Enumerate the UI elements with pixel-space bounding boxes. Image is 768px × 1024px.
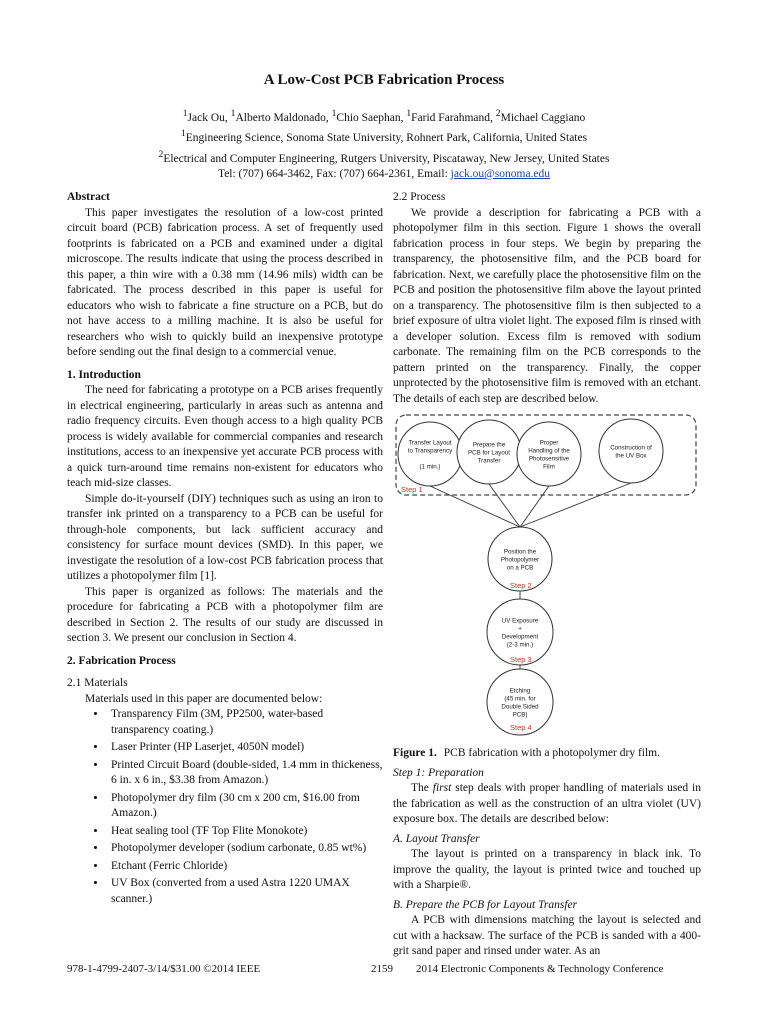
- list-item: • Photopolymer dry film (30 cm x 200 cm, $16.00 from Amazon.): [107, 791, 383, 822]
- process-node-label: Construction of: [610, 444, 652, 452]
- process-node-label: Transfer: [477, 457, 501, 465]
- process-node-label: Handling of the: [528, 447, 570, 455]
- process-node-label: Etching: [509, 687, 531, 695]
- process-node-label: Photopolymer: [500, 556, 540, 564]
- process-node-label: Prepare the: [472, 441, 506, 449]
- affiliation-2: $^2$Electrical and Computer Engineering, Rutgers University, Piscataway, New Jersey, United States: [158, 148, 610, 165]
- process-node-label: (2-3 min.): [506, 641, 534, 649]
- footer-conference: 2014 Electronic Components & Technology Conference: [416, 963, 664, 975]
- contact-line: Tel: (707) 664-3462, Fax: (707) 664-2361, Email: jack.ou@sonoma.edu: [217, 167, 551, 180]
- process-node-label: Position the: [503, 548, 537, 556]
- process-node-label: PCB for Layout: [468, 449, 510, 457]
- section-b-heading: B. Prepare the PCB for Layout Transfer: [393, 898, 578, 911]
- intro-heading: 1. Introduction: [67, 368, 141, 381]
- step-label: Step 4: [510, 723, 532, 732]
- process-node-label: on a PCB: [506, 564, 534, 572]
- materials-list: [67, 707, 383, 907]
- section-a-text: The layout is printed on a transparency in black ink. To improve the quality, the layout is printed twice and touched up with a Sharpie®.: [393, 848, 701, 891]
- intro-paragraph-1: The need for fabricating a prototype on a PCB arises frequently in electrical engineering, particularly in areas such as antenna and radio frequency circuits. Even though access to a high quality PCB process is widely available for commercial companies and research institutions, access to an inexpensive yet accurate PCB process with a quick turn-around time remains non-existent for educators who teach mid-size classes.: [67, 384, 383, 489]
- list-item: • Heat sealing tool (TF Top Flite Monokote): [107, 824, 383, 840]
- process-node-label: (1 min.): [419, 463, 441, 471]
- process-node-label: Transfer Layout: [408, 439, 452, 447]
- flowchart-diagram: [393, 412, 701, 742]
- process-node-label: Photosensitive: [528, 455, 570, 463]
- email-link[interactable]: jack.ou@sonoma.edu: [450, 167, 551, 180]
- left-column: [67, 190, 383, 909]
- affiliation-1: $^1$Engineering Science, Sonoma State University, Rohnert Park, California, United States: [180, 128, 588, 145]
- abstract-heading: Abstract: [67, 191, 110, 203]
- step1-heading: Step 1: Preparation: [393, 766, 484, 779]
- right-column: [393, 190, 701, 960]
- process-node-label: (45 min. for: [504, 695, 536, 703]
- abstract-text: This paper investigates the resolution of a low-cost printed circuit board (PCB) fabrication process. A set of frequently used footprints is fabricated on a PCB and examined under a digital microscope. The results indicate that using the process described in this paper, a thin wire with a 0.38 mm (14.96 mils) width can be fabricated. The process described in this paper is useful for educators who wish to fabricate a fine structure on a PCB, but do not have access to a milling machine. It is also be useful for researchers who wish to quickly build an inexpensive prototype before sending out the final design to a commercial venue.: [67, 206, 383, 358]
- process-node-label: Double Sided: [501, 703, 539, 711]
- process-paragraph: We provide a description for fabricating a PCB with a photopolymer film in this section. Figure 1 shows the overall fabrication process in four steps. We begin by preparing the transparency, the photosensitive film, and the PCB board for fabrication. Next, we carefully place the photosensitive film on the PCB and position the photosensitive film above the layout printed on a transparency. The photosensitive film is then subjected to a brief exposure of ultra violet light. The exposed film is rinsed with a developer solution. Excess film is removed with sodium carbonate. The remaining film on the PCB corresponds to the pattern printed on the transparency. Finally, the copper unprotected by the photosensitive film is removed with an etchant. The details of each step are described below.: [393, 206, 701, 405]
- step-label: Step 1: [401, 485, 423, 494]
- process-node-label: the UV Box: [615, 452, 647, 460]
- materials-intro: Materials used in this paper are documented below:: [85, 692, 323, 705]
- step1-paragraph: The first step deals with proper handling of materials used in the fabrication as well as the construction of an ultra violet (UV) exposure box. The details are described below:: [393, 782, 701, 825]
- list-item: • Etchant (Ferric Chloride): [107, 859, 383, 875]
- materials-heading: 2.1 Materials: [67, 677, 128, 689]
- step-label: Step 3: [510, 655, 532, 664]
- list-item: • UV Box (converted from a used Astra 1220 UMAX scanner.): [107, 876, 383, 907]
- figure-caption: [393, 746, 701, 762]
- process-node-label: +: [518, 625, 522, 633]
- author-name: Alberto Maldonado: [235, 111, 326, 124]
- process-node-label: to Transparency: [407, 447, 453, 455]
- intro-paragraph-2: Simple do-it-yourself (DIY) techniques such as using an iron to transfer ink printed on a transparency to a PCB can be useful for through-hole components, but lack sufficient accuracy and consistency for surface mount devices (SMD). In this paper, we investigate the resolution of a low-cost PCB fabrication process that utilizes a photopolymer film [1].: [67, 492, 383, 582]
- list-item: • Transparency Film (3M, PP2500, water-based transparency coating.): [107, 707, 383, 738]
- author-name: Chio Saephan: [336, 111, 401, 124]
- connector-line: [520, 483, 631, 527]
- caption-text: PCB fabrication with a photopolymer dry film.: [443, 747, 660, 759]
- figure-1: [393, 412, 701, 742]
- list-item: • Photopolymer developer (sodium carbonate, 0.85 wt%): [107, 841, 383, 857]
- footer-copyright: 978-1-4799-2407-3/14/$31.00 ©2014 IEEE: [67, 963, 261, 975]
- process-node-label: UV Exposure: [501, 617, 539, 625]
- connector-line: [430, 486, 520, 527]
- process-node-label: Proper: [539, 439, 559, 447]
- process-node-label: Film: [543, 463, 555, 471]
- author-line: $^1$Jack Ou, $^1$Alberto Maldonado, $^1$Chio Saephan, $^1$Farid Farahmand, $^2$Michael Caggiano: [182, 108, 586, 124]
- process-nodes: [398, 419, 663, 735]
- list-item: • Printed Circuit Board (double-sided, 1.4 mm in thickeness, 6 in. x 6 in., $3.38 from Amazon.): [107, 758, 383, 789]
- author-block: [0, 106, 768, 182]
- paper-title: A Low-Cost PCB Fabrication Process: [263, 72, 505, 88]
- footer-page-number: 2159: [371, 963, 393, 975]
- connector-line: [489, 484, 520, 527]
- section-a-heading: A. Layout Transfer: [393, 832, 480, 845]
- process-heading: 2.2 Process: [393, 191, 446, 203]
- author-name: Michael Caggiano: [500, 111, 586, 124]
- fabrication-heading: 2. Fabrication Process: [67, 654, 176, 667]
- caption-label: Figure 1.: [393, 747, 437, 759]
- author-name: Jack Ou: [187, 111, 225, 124]
- section-b-text: A PCB with dimensions matching the layout is selected and cut with a hacksaw. The surface of the PCB is sanded with a 400-grit sand paper and rinsed under water. As an: [393, 914, 701, 957]
- process-node-label: Development: [501, 633, 539, 641]
- process-node-label: PCB): [512, 711, 528, 719]
- intro-paragraph-3: This paper is organized as follows: The materials and the procedure for fabricating a PCB with a photopolymer film are described in Section 2. The results of our study are discussed in section 3. We present our conclusion in Section 4.: [67, 585, 383, 644]
- list-item: • Laser Printer (HP Laserjet, 4050N model): [107, 740, 383, 756]
- author-name: Farid Farahmand: [411, 111, 491, 124]
- step-label: Step 2: [510, 581, 532, 590]
